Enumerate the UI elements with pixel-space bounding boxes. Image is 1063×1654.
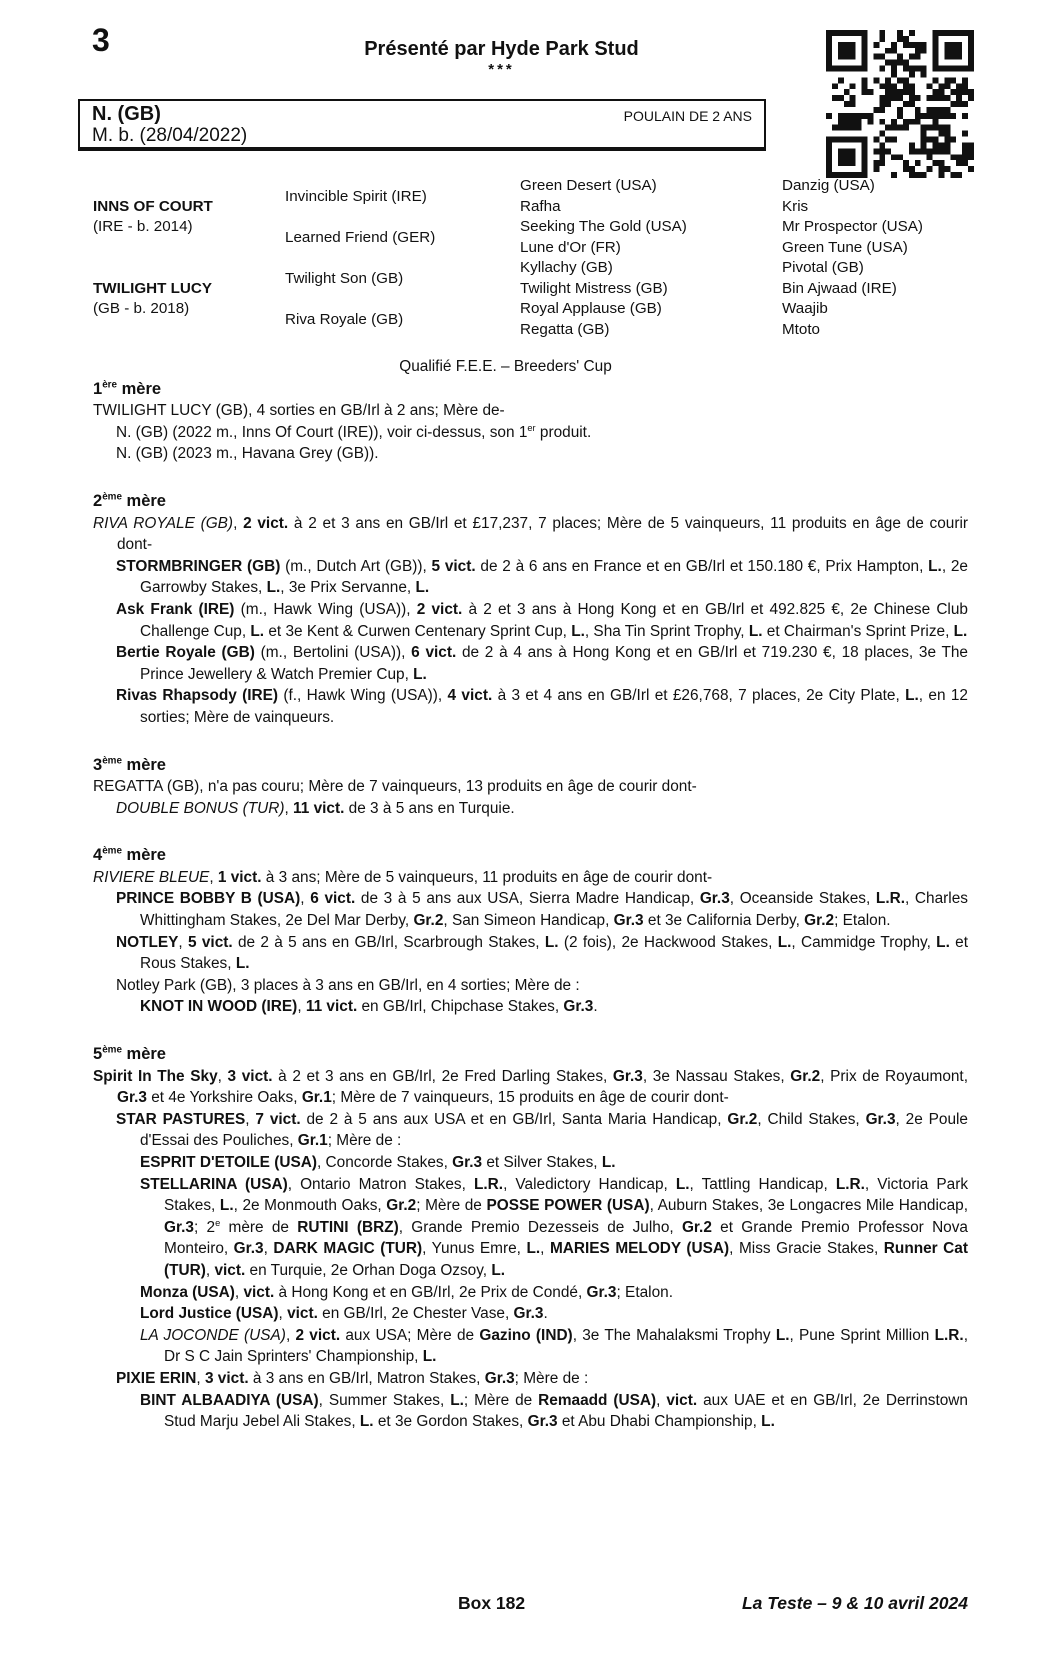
pedigree-gen3-cell: Seeking The Gold (USA) bbox=[520, 218, 687, 235]
text-segment: vict. bbox=[243, 1283, 275, 1301]
text-segment: , Grande Premio Dezesseis de Julho, bbox=[398, 1218, 682, 1236]
text-segment: à 3 ans; Mère de 5 vainqueurs, 11 produits en âge de courir dont- bbox=[261, 868, 713, 886]
text-segment: Lord Justice (USA) bbox=[140, 1305, 279, 1323]
text-segment: vict. bbox=[214, 1261, 246, 1279]
text-segment: , 2e Poule d'Essai des Pouliches, bbox=[140, 1110, 968, 1150]
catalog-paragraph bbox=[93, 443, 968, 465]
text-segment: L.R. bbox=[934, 1326, 964, 1344]
text-segment: , bbox=[285, 1326, 296, 1344]
pedigree-gen3-cell: Twilight Mistress (GB) bbox=[520, 279, 668, 297]
text-segment: Ask Frank (IRE) bbox=[116, 600, 235, 618]
text-segment: Notley Park (GB), 3 places à 3 ans en GB/Irl, en 4 sorties; Mère de : bbox=[116, 976, 580, 994]
pedigree-gen4-cell: Danzig (USA) bbox=[782, 177, 875, 194]
catalog-paragraph bbox=[93, 867, 968, 889]
text-segment: , Prix de Royaumont, bbox=[820, 1067, 968, 1085]
text-segment: TWILIGHT LUCY (GB), 4 sorties en GB/Irl à 2 ans; Mère de- bbox=[93, 402, 505, 420]
text-segment: , Charles Whittingham Stakes, 2e Del Mar Derby, bbox=[140, 890, 968, 930]
text-segment: DARK MAGIC (TUR) bbox=[273, 1240, 423, 1258]
text-segment: er bbox=[527, 422, 536, 433]
text-segment: KNOT IN WOOD (IRE) bbox=[140, 998, 298, 1016]
dam-section bbox=[93, 845, 968, 1018]
text-segment: produit. bbox=[535, 423, 592, 441]
sale-date: La Teste – 9 & 10 avril 2024 bbox=[741, 1593, 968, 1613]
text-segment: et 3e California Derby, bbox=[643, 912, 805, 930]
pedigree-gen1-cell bbox=[93, 176, 285, 258]
text-segment: L. bbox=[526, 1240, 541, 1258]
catalog-paragraph bbox=[93, 556, 968, 599]
dam-section bbox=[93, 755, 968, 820]
text-segment: vict. bbox=[287, 1305, 318, 1323]
text-segment: Monza (USA) bbox=[140, 1283, 235, 1301]
text-segment: , bbox=[540, 1240, 550, 1258]
section-heading: 3ème mère bbox=[93, 755, 166, 774]
text-segment: MARIES MELODY (USA) bbox=[549, 1240, 730, 1258]
text-segment: L.R. bbox=[473, 1175, 504, 1193]
catalog-paragraph bbox=[93, 685, 968, 728]
text-segment: L. bbox=[936, 933, 950, 951]
text-segment: , bbox=[278, 1305, 288, 1323]
text-segment: , Yunus Emre, bbox=[422, 1240, 527, 1258]
section-heading: 1ère mère bbox=[93, 379, 162, 398]
pedigree-horse-detail: (GB - b. 2018) bbox=[93, 300, 190, 317]
text-segment: , en 12 sorties; Mère de vainqueurs. bbox=[140, 687, 968, 726]
text-segment: RIVIERE BLEUE bbox=[93, 868, 210, 886]
pedigree-gen2-cell: Riva Royale (GB) bbox=[285, 311, 404, 328]
text-segment: , Sha Tin Sprint Trophy, bbox=[584, 622, 749, 640]
text-segment: 3 vict. bbox=[204, 1369, 249, 1387]
text-segment: 6 vict. bbox=[411, 644, 457, 662]
section-heading: 4ème mère bbox=[93, 845, 166, 865]
text-segment: , Concorde Stakes, bbox=[316, 1154, 453, 1171]
text-segment: L. bbox=[413, 665, 427, 683]
text-segment: 5 vict. bbox=[188, 933, 233, 951]
text-segment: 4 vict. bbox=[447, 687, 493, 705]
pedigree-gen4-cell: Mr Prospector (USA) bbox=[782, 218, 923, 235]
catalog-paragraph bbox=[93, 798, 968, 820]
pedigree-gen3-cell: Kyllachy (GB) bbox=[520, 259, 613, 276]
text-segment: ; Mère de : bbox=[514, 1369, 589, 1387]
pedigree-gen4-cell: Bin Ajwaad (IRE) bbox=[782, 279, 897, 297]
horse-category-label: POULAIN DE 2 ANS bbox=[623, 108, 752, 124]
qualification-line: Qualifié F.E.E. – Breeders' Cup bbox=[399, 358, 612, 375]
text-segment: L. bbox=[491, 1261, 506, 1279]
stars-decoration: *** bbox=[488, 61, 515, 78]
text-segment: de 2 à 4 ans à Hong Kong et en GB/Irl et 719.230 €, 18 places, 3e The Prince Jewellery & Watch Premier Cup, bbox=[140, 644, 968, 683]
pedigree-gen4-cell: Green Tune (USA) bbox=[782, 238, 908, 256]
presenter-title: Présenté par Hyde Park Stud bbox=[364, 38, 639, 60]
text-segment: Gr.2 bbox=[413, 912, 444, 930]
text-segment: , Tattling Handicap, bbox=[689, 1175, 836, 1193]
text-segment: REGATTA (GB), n'a pas couru; Mère de 7 vainqueurs, 13 produits en âge de courir dont- bbox=[93, 778, 697, 796]
text-segment: et Chairman's Sprint Prize, bbox=[762, 622, 954, 640]
text-segment: , bbox=[300, 890, 311, 908]
text-segment: , 3e Prix Servanne, bbox=[280, 579, 416, 597]
text-segment: Gr.2 bbox=[681, 1218, 712, 1236]
catalog-paragraph bbox=[93, 642, 968, 685]
text-segment: L. bbox=[761, 1413, 775, 1431]
text-segment: , bbox=[284, 799, 294, 817]
text-segment: , bbox=[245, 1110, 256, 1128]
text-segment: L. bbox=[905, 687, 919, 705]
pedigree-gen2-cell: Learned Friend (GER) bbox=[285, 229, 436, 246]
pedigree-gen2-cell: Twilight Son (GB) bbox=[285, 270, 404, 287]
text-segment: , bbox=[656, 1391, 667, 1409]
catalog-paragraph bbox=[93, 1109, 968, 1152]
text-segment: Gr.2 bbox=[386, 1197, 417, 1215]
text-segment: PRINCE BOBBY B (USA) bbox=[116, 890, 301, 908]
pedigree-gen4-cell: Mtoto bbox=[782, 320, 820, 338]
catalog-paragraph bbox=[93, 1066, 968, 1109]
text-segment: (m., Dutch Art (GB)), bbox=[280, 557, 432, 575]
text-segment: L. bbox=[544, 933, 559, 951]
horse-header-box bbox=[78, 99, 766, 151]
text-segment: Bertie Royale (GB) bbox=[116, 644, 255, 662]
text-segment: L. bbox=[415, 579, 430, 597]
text-segment: (m., Hawk Wing (USA)), bbox=[234, 600, 417, 618]
text-segment: e bbox=[215, 1217, 221, 1228]
text-segment: , bbox=[209, 868, 218, 886]
text-segment: Spirit In The Sky bbox=[93, 1067, 218, 1085]
text-segment: , Summer Stakes, bbox=[318, 1391, 451, 1409]
text-segment: en GB/Irl, Chipchase Stakes, bbox=[357, 998, 564, 1016]
text-segment: Gazino (IND) bbox=[479, 1326, 573, 1344]
text-segment: L. bbox=[235, 955, 250, 973]
text-segment: à 2 et 3 ans en GB/Irl, 2e Fred Darling Stakes, bbox=[272, 1067, 613, 1085]
text-segment: , bbox=[217, 1067, 228, 1085]
text-segment: Gr.3 bbox=[699, 890, 730, 908]
catalog-paragraph bbox=[93, 400, 968, 422]
section-heading: 2ème mère bbox=[93, 491, 166, 510]
text-segment: à 3 et 4 ans en GB/Irl et £26,768, 7 places, 2e City Plate, bbox=[492, 687, 906, 705]
text-segment: 1 vict. bbox=[217, 868, 262, 886]
text-segment: RIVA ROYALE (GB) bbox=[93, 514, 234, 532]
text-segment: L. bbox=[775, 1326, 790, 1344]
text-segment: , San Simeon Handicap, bbox=[443, 912, 614, 930]
text-segment: Runner Cat (TUR) bbox=[164, 1240, 968, 1279]
text-segment: LA JOCONDE (USA) bbox=[140, 1326, 286, 1344]
text-segment: 3 vict. bbox=[227, 1067, 273, 1085]
text-segment: et 4e Yorkshire Oaks, bbox=[146, 1089, 302, 1107]
pedigree-gen3-cell: Regatta (GB) bbox=[520, 320, 610, 338]
text-segment: Gr.3 bbox=[865, 1110, 896, 1128]
text-segment: 11 vict. bbox=[293, 799, 345, 817]
text-segment: Gr.3 bbox=[586, 1283, 617, 1301]
catalog-paragraph bbox=[93, 1303, 968, 1325]
text-segment: , bbox=[297, 998, 306, 1016]
text-segment: PIXIE ERIN bbox=[116, 1369, 197, 1387]
text-segment: , Cammidge Trophy, bbox=[791, 933, 937, 951]
text-segment: 6 vict. bbox=[310, 890, 356, 908]
catalog-body bbox=[93, 356, 968, 1433]
text-segment: 5 vict. bbox=[431, 557, 476, 575]
text-segment: et Grande Premio Professor Nova Monteiro, bbox=[164, 1218, 968, 1258]
catalog-paragraph bbox=[93, 996, 968, 1018]
text-segment: ; 2 bbox=[193, 1218, 216, 1236]
text-segment: L. bbox=[422, 1348, 437, 1366]
text-segment: POSSE POWER (USA) bbox=[486, 1197, 650, 1215]
text-segment: Rivas Rhapsody (IRE) bbox=[116, 687, 279, 705]
pedigree-table bbox=[93, 176, 968, 340]
text-segment: L. bbox=[571, 622, 585, 640]
text-segment: RUTINI (BRZ) bbox=[297, 1218, 399, 1236]
catalog-paragraph bbox=[93, 1282, 968, 1304]
text-segment: Gr.1 bbox=[297, 1132, 328, 1150]
text-segment: de 2 à 5 ans en GB/Irl, Scarbrough Stakes, bbox=[232, 933, 545, 951]
text-segment: en GB/Irl, 2e Chester Vase, bbox=[317, 1305, 514, 1323]
text-segment: à 3 ans en GB/Irl, Matron Stakes, bbox=[248, 1369, 485, 1387]
catalog-paragraph bbox=[93, 599, 968, 642]
text-segment: 11 vict. bbox=[305, 998, 358, 1016]
text-segment: N. (GB) (2023 m., Havana Grey (GB)). bbox=[116, 445, 379, 463]
pedigree-horse-detail: (IRE - b. 2014) bbox=[93, 218, 193, 235]
catalog-paragraph bbox=[93, 776, 968, 798]
text-segment: L.R. bbox=[875, 890, 905, 908]
text-segment: L. bbox=[250, 622, 265, 640]
text-segment: de 3 à 5 ans aux USA, Sierra Madre Handicap, bbox=[355, 890, 700, 908]
text-segment: , Pune Sprint Million bbox=[789, 1326, 935, 1344]
text-segment: et Abu Dhabi Championship, bbox=[557, 1413, 762, 1431]
text-segment: NOTLEY bbox=[116, 933, 179, 951]
text-segment: L. bbox=[601, 1154, 616, 1171]
text-segment: , Miss Gracie Stakes, bbox=[729, 1240, 884, 1258]
text-segment: , Valedictory Handicap, bbox=[503, 1175, 676, 1193]
pedigree-gen3-cell: Lune d'Or (FR) bbox=[520, 238, 621, 256]
catalog-paragraph bbox=[93, 1325, 968, 1368]
catalog-paragraph bbox=[93, 1390, 968, 1433]
text-segment: et Silver Stakes, bbox=[482, 1154, 602, 1171]
pedigree-gen4-cell: Pivotal (GB) bbox=[782, 259, 864, 276]
text-segment: L. bbox=[953, 622, 968, 640]
text-segment: , 2e Garrowby Stakes, bbox=[140, 557, 968, 597]
text-segment: , Oceanside Stakes, bbox=[729, 890, 876, 908]
text-segment: (2 fois), 2e Hackwood Stakes, bbox=[558, 933, 778, 951]
text-segment: , bbox=[233, 514, 244, 532]
text-segment: Gr.2 bbox=[790, 1067, 821, 1085]
dam-section bbox=[93, 379, 968, 465]
text-segment: , bbox=[234, 1283, 244, 1301]
text-segment: Gr.3 bbox=[484, 1369, 515, 1387]
section-heading: 5ème mère bbox=[93, 1044, 166, 1064]
text-segment: Gr.3 bbox=[233, 1240, 264, 1258]
text-segment: , Auburn Stakes, 3e Longacres Mile Handicap, bbox=[649, 1197, 968, 1215]
text-segment: L. bbox=[359, 1413, 374, 1431]
text-segment: Gr.3 bbox=[513, 1305, 544, 1323]
text-segment: 2 vict. bbox=[295, 1326, 341, 1344]
text-segment: BINT ALBAADIYA (USA) bbox=[140, 1391, 319, 1409]
text-segment: , Dr S C Jain Sprinters' Championship, bbox=[164, 1326, 968, 1366]
text-segment: , bbox=[205, 1261, 215, 1279]
catalog-paragraph bbox=[93, 888, 968, 931]
text-segment: 2 vict. bbox=[243, 514, 289, 532]
text-segment: Gr.2 bbox=[727, 1110, 758, 1128]
pedigree-gen2-cell: Invincible Spirit (IRE) bbox=[285, 188, 427, 205]
text-segment: , bbox=[178, 933, 188, 951]
lot-number: 3 bbox=[92, 22, 110, 58]
dam-section bbox=[93, 1044, 968, 1433]
text-segment: mère de bbox=[220, 1218, 298, 1236]
catalog-paragraph bbox=[93, 1152, 968, 1174]
text-segment: STAR PASTURES bbox=[116, 1110, 246, 1128]
catalog-paragraph bbox=[93, 932, 968, 975]
text-segment: L. bbox=[675, 1175, 690, 1193]
text-segment: (m., Bertolini (USA)), bbox=[254, 644, 412, 662]
text-segment: Gr.2 bbox=[804, 912, 835, 930]
text-segment: , bbox=[196, 1369, 205, 1387]
text-segment: , 3e Nassau Stakes, bbox=[642, 1067, 791, 1085]
pedigree-horse-name: TWILIGHT LUCY bbox=[93, 280, 212, 297]
text-segment: Gr.3 bbox=[613, 912, 644, 930]
text-segment: Gr.3 bbox=[452, 1154, 483, 1171]
text-segment: Gr.3 bbox=[563, 998, 594, 1016]
text-segment: aux UAE et en GB/Irl, 2e Derrinstown Stud Marju Jebel Ali Stakes, bbox=[164, 1391, 968, 1431]
text-segment: ; Etalon. bbox=[616, 1283, 673, 1301]
text-segment: L. bbox=[219, 1197, 234, 1215]
text-segment: L. bbox=[450, 1391, 464, 1409]
text-segment: ESPRIT D'ETOILE (USA) bbox=[140, 1154, 317, 1171]
text-segment: ; Mère de bbox=[463, 1391, 539, 1409]
text-segment: et Rous Stakes, bbox=[140, 933, 968, 973]
pedigree-gen1-cell bbox=[93, 258, 285, 340]
text-segment: de 2 à 6 ans en France et en GB/Irl et 150.180 €, Prix Hampton, bbox=[475, 557, 929, 575]
horse-birth-info: M. b. (28/04/2022) bbox=[92, 125, 248, 146]
box-number: Box 182 bbox=[458, 1593, 526, 1613]
text-segment: et 3e Kent & Curwen Centenary Sprint Cup, bbox=[264, 622, 572, 640]
pedigree-gen3-cell: Green Desert (USA) bbox=[520, 177, 657, 194]
text-segment: STELLARINA (USA) bbox=[140, 1175, 288, 1193]
text-segment: (f., Hawk Wing (USA)), bbox=[278, 687, 448, 705]
text-segment: . bbox=[593, 998, 598, 1016]
text-segment: L. bbox=[748, 622, 763, 640]
text-segment: 2 vict. bbox=[416, 600, 463, 618]
text-segment: ; Mère de : bbox=[327, 1132, 402, 1150]
text-segment: Gr.3 bbox=[612, 1067, 643, 1085]
text-segment: Gr.3 bbox=[527, 1413, 558, 1431]
text-segment: , Ontario Matron Stakes, bbox=[287, 1175, 474, 1193]
catalog-paragraph bbox=[93, 422, 968, 444]
text-segment: . bbox=[543, 1305, 548, 1323]
catalog-paragraph bbox=[93, 975, 968, 997]
text-segment: , 2e Monmouth Oaks, bbox=[233, 1197, 387, 1215]
pedigree-gen4-cell: Kris bbox=[782, 197, 809, 215]
text-segment: L. bbox=[777, 933, 792, 951]
catalog-paragraph bbox=[93, 1174, 968, 1282]
pedigree-gen3-cell: Royal Applause (GB) bbox=[520, 300, 662, 317]
text-segment: L. bbox=[928, 557, 942, 575]
text-segment: DOUBLE BONUS (TUR) bbox=[116, 799, 285, 817]
text-segment: Remaadd (USA) bbox=[538, 1391, 657, 1409]
text-segment: N. (GB) (2022 m., Inns Of Court (IRE)), voir ci-dessus, son 1 bbox=[116, 423, 528, 441]
pedigree-horse-name: INNS OF COURT bbox=[93, 198, 213, 215]
text-segment: STORMBRINGER (GB) bbox=[116, 557, 281, 575]
pedigree-gen4-cell: Waajib bbox=[782, 300, 828, 317]
text-segment: Gr.3 bbox=[164, 1218, 194, 1236]
text-segment: , 3e The Mahalaksmi Trophy bbox=[572, 1326, 776, 1344]
text-segment: et 3e Gordon Stakes, bbox=[373, 1413, 528, 1431]
page-footer bbox=[93, 1593, 968, 1619]
catalog-paragraph bbox=[93, 1368, 968, 1390]
qr-code-icon bbox=[826, 30, 974, 178]
text-segment: Gr.1 bbox=[301, 1089, 332, 1107]
text-segment: L. bbox=[266, 579, 281, 597]
sections-container bbox=[93, 379, 968, 1433]
horse-name: N. (GB) bbox=[92, 103, 161, 125]
text-segment: , bbox=[263, 1240, 274, 1258]
text-segment: à 2 et 3 ans à Hong Kong et en GB/Irl et 492.825 €, 2e Chinese Club Challenge Cup, bbox=[140, 600, 968, 640]
text-segment: vict. bbox=[666, 1391, 698, 1409]
text-segment: ; Etalon. bbox=[834, 912, 891, 930]
text-segment: , Child Stakes, bbox=[757, 1110, 866, 1128]
text-segment: ; Mère de bbox=[416, 1197, 487, 1215]
pedigree-gen3-cell: Rafha bbox=[520, 197, 561, 215]
text-segment: Gr.3 bbox=[117, 1089, 147, 1107]
text-segment: à 2 et 3 ans en GB/Irl et £17,237, 7 places; Mère de 5 vainqueurs, 11 produits en âge de courir dont- bbox=[117, 514, 968, 554]
catalog-paragraph bbox=[93, 513, 968, 556]
text-segment: ; Mère de 7 vainqueurs, 15 produits en âge de courir dont- bbox=[331, 1089, 729, 1107]
text-segment: , Victoria Park Stakes, bbox=[164, 1175, 969, 1215]
text-segment: à Hong Kong et en GB/Irl, 2e Prix de Condé, bbox=[274, 1283, 587, 1301]
text-segment: 7 vict. bbox=[255, 1110, 301, 1128]
text-segment: en Turquie, 2e Orhan Doga Ozsoy, bbox=[245, 1261, 492, 1279]
dam-section bbox=[93, 491, 968, 729]
text-segment: de 3 à 5 ans en Turquie. bbox=[344, 799, 515, 817]
text-segment: aux USA; Mère de bbox=[340, 1326, 480, 1344]
text-segment: L.R. bbox=[835, 1175, 865, 1193]
text-segment: de 2 à 5 ans aux USA et en GB/Irl, Santa Maria Handicap, bbox=[300, 1110, 728, 1128]
